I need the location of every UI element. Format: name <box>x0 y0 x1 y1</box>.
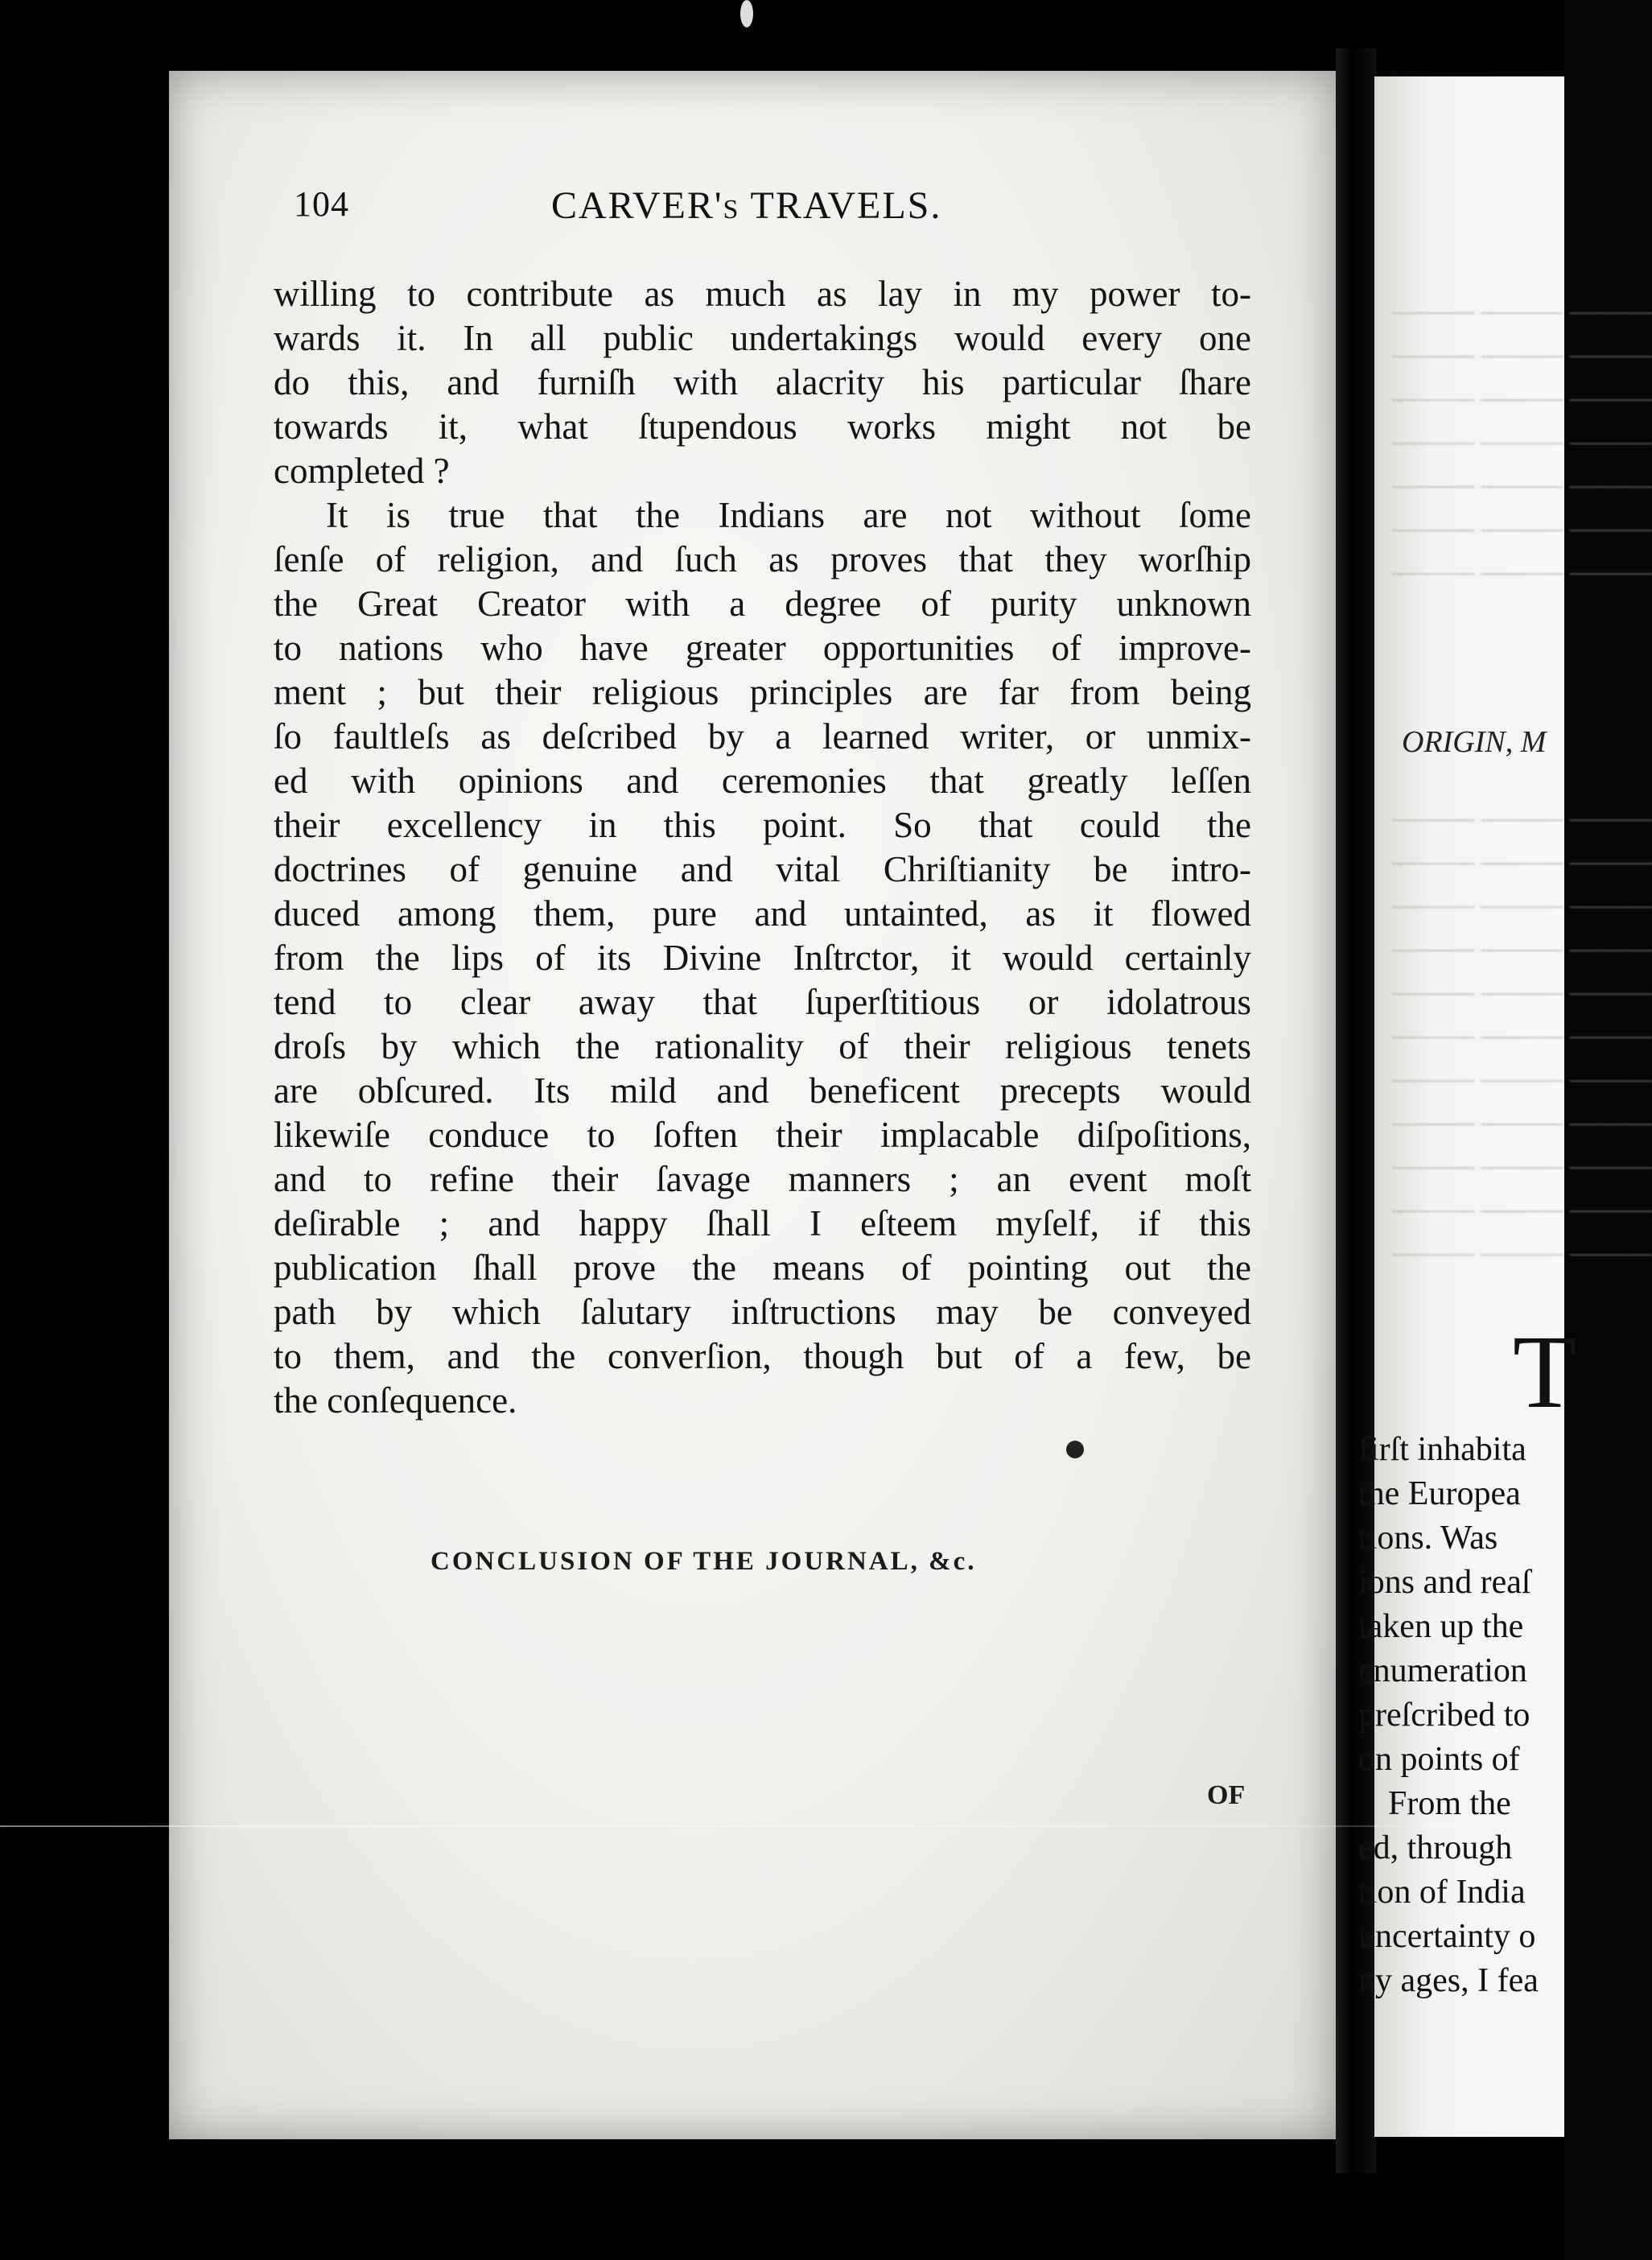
running-title: CARVER's TRAVELS. <box>551 184 942 227</box>
text-line: the conſequence. <box>274 1380 517 1421</box>
text-line: are obſcured. Its mild and beneficent precepts would <box>274 1070 1251 1111</box>
text-line: likewiſe conduce to ſoften their implacable diſpoſitions, <box>274 1115 1251 1155</box>
right-page-line: tion of India <box>1358 1874 1526 1911</box>
conclusion-line: CONCLUSION OF THE JOURNAL, &c. <box>431 1547 977 1576</box>
text-line: completed ? <box>274 451 450 491</box>
ink-speck <box>1066 1441 1084 1458</box>
text-line: willing to contribute as much as lay in my power to- <box>274 274 1251 314</box>
right-page-line: ny ages, I fea <box>1358 1962 1539 1999</box>
right-page-line: preſcribed to <box>1358 1697 1530 1734</box>
text-line: tend to clear away that ſuperſtitious or idolatrous <box>274 982 1251 1022</box>
bleed-through-text: ——— ——— ——— ——— ——— ——— ——— ——— ——— ——— ——— ——— ——— ——— ——— ——— ——— ——— ——— ——— ——— <box>1392 296 1652 587</box>
right-page-line: ed, through <box>1358 1829 1513 1866</box>
text-line: wards it. In all public undertakings would every one <box>274 318 1251 358</box>
text-line: duced among them, pure and untainted, as it flowed <box>274 893 1251 934</box>
right-page-line: From the <box>1388 1785 1511 1822</box>
text-line: It is true that the Indians are not without ſome <box>326 495 1251 535</box>
catchword: OF <box>1207 1780 1246 1810</box>
right-page-line: tions. Was <box>1358 1520 1498 1557</box>
text-line: to nations who have greater opportunities of improve- <box>274 628 1251 668</box>
page-header <box>294 184 1018 240</box>
text-line: do this, and furniſh with alacrity his particular ſhare <box>274 362 1251 402</box>
text-line: and to refine their ſavage manners ; an event moſt <box>274 1159 1251 1199</box>
text-line: to them, and the converſion, though but of a few, be <box>274 1336 1251 1376</box>
right-page-heading: ORIGIN, M <box>1402 725 1547 759</box>
text-line: ſenſe of religion, and ſuch as proves that they worſhip <box>274 539 1251 579</box>
right-page-line: enumeration <box>1358 1652 1527 1689</box>
text-line: from the lips of its Divine Inſtrctor, it would certainly <box>274 938 1251 978</box>
scan-line <box>0 1825 1564 1827</box>
text-line: droſs by which the rationality of their religious tenets <box>274 1026 1251 1066</box>
text-line: ment ; but their religious principles are far from being <box>274 672 1251 712</box>
text-line: path by which ſalutary inſtructions may be conveyed <box>274 1292 1251 1332</box>
bleed-through-text: ——— ——— ——— ——— ——— ——— ——— ——— ——— ——— ——— ——— ——— ——— ——— ——— ——— ——— ——— ——— ——— ——— ——— ——— ——— ——— ——— ——— ——— ——— ——— ——— ——— <box>1392 803 1652 1268</box>
drop-cap: T <box>1513 1314 1577 1430</box>
text-line: deſirable ; and happy ſhall I eſteem myſelf, if this <box>274 1203 1251 1243</box>
right-page-line: the Europea <box>1358 1475 1521 1512</box>
right-page-line: uncertainty o <box>1358 1918 1536 1955</box>
scan-border-top <box>0 0 1564 71</box>
text-line: ed with opinions and ceremonies that greatly leſſen <box>274 761 1251 801</box>
scan-border-bottom <box>0 2139 1564 2260</box>
text-line: doctrines of genuine and vital Chriſtianity be intro- <box>274 849 1251 889</box>
right-page-line: firſt inhabita <box>1358 1431 1526 1468</box>
text-line: ſo faultleſs as deſcribed by a learned writer, or unmix- <box>274 716 1251 757</box>
ink-speck <box>740 0 753 27</box>
right-page-line: ions and reaſ <box>1358 1564 1531 1601</box>
scan-border-left <box>0 0 169 2260</box>
text-line: publication ſhall prove the means of pointing out the <box>274 1248 1251 1288</box>
right-page-line: on points of <box>1358 1741 1520 1778</box>
text-line: the Great Creator with a degree of purity unknown <box>274 584 1251 624</box>
text-line: their excellency in this point. So that could the <box>274 805 1251 845</box>
right-page-line: taken up the <box>1358 1608 1524 1645</box>
text-line: towards it, what ſtupendous works might not be <box>274 406 1251 447</box>
page-number: 104 <box>294 184 349 224</box>
